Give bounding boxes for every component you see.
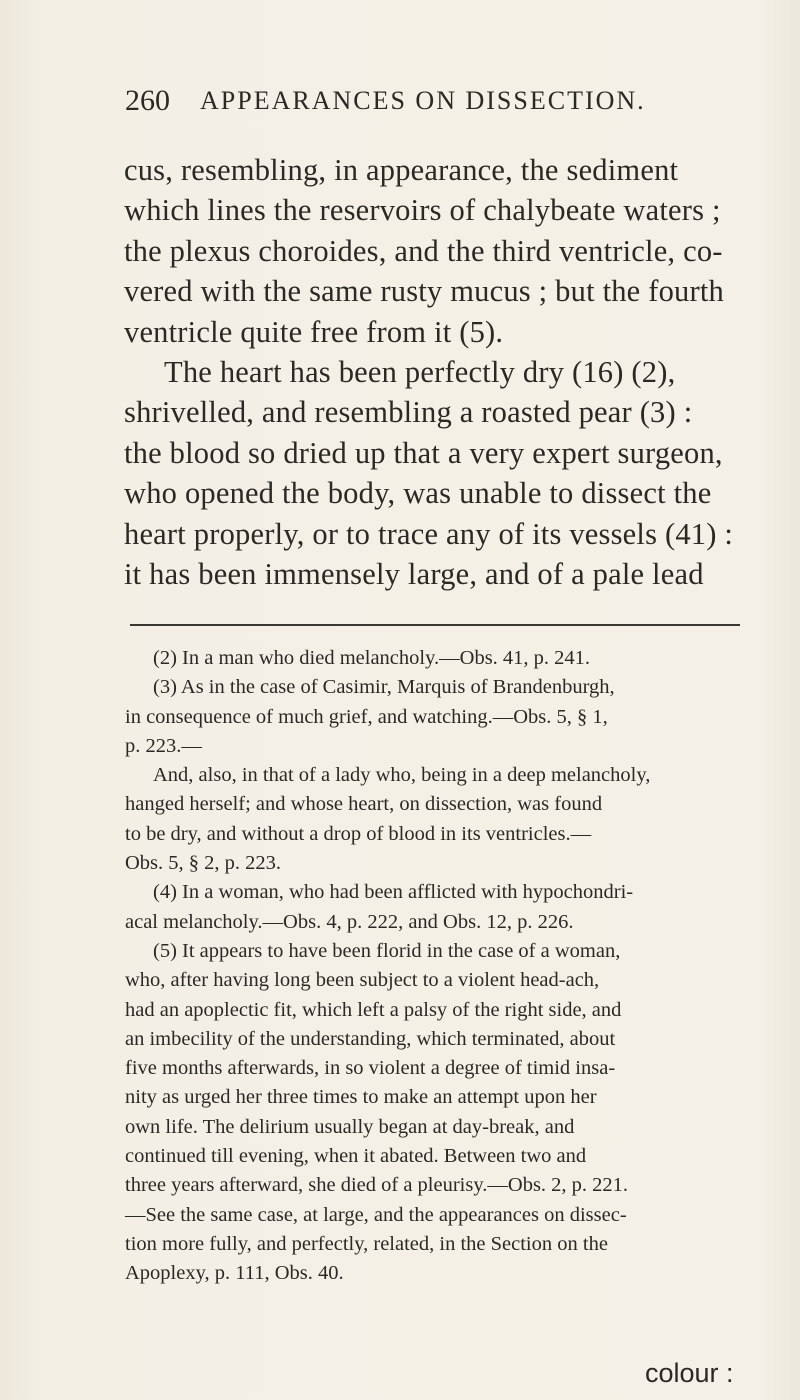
text-line: heart properly, or to trace any of its vessels (41) : [124,516,734,551]
text-line: cus, resembling, in appearance, the sediment [124,153,679,187]
text-line: the plexus choroides, and the third ventricle, co- [124,233,723,268]
text-line: The heart has been perfectly dry (16) (2), [164,355,676,390]
page-number: 260 [125,84,170,117]
text-line: ventricle quite free from it (5). [124,314,504,349]
text-line: which lines the reservoirs of chalybeate waters ; [124,193,721,228]
footnote-line: tion more fully, and perfectly, related, in the Section on the [125,1232,608,1255]
footnote-line: had an apoplectic fit, which left a palsy of the right side, and [125,998,622,1021]
footnote-line: an imbecility of the understanding, which terminated, about [125,1027,616,1050]
footnote-line: (3) As in the case of Casimir, Marquis of Brandenburgh, [153,676,615,699]
footnote-line: And, also, in that of a lady who, being in a deep melancholy, [153,764,651,787]
text-line: the blood so dried up that a very expert surgeon, [124,435,723,470]
page-header [125,84,725,124]
catchword: colour : [645,1358,734,1388]
running-head: APPEARANCES ON DISSECTION. [200,86,646,115]
footnote-line: who, after having long been subject to a violent head-ach, [125,969,600,992]
footnote-line: (2) In a man who died melancholy.—Obs. 41, p. 241. [153,647,591,669]
footnote-line: in consequence of much grief, and watching.—Obs. 5, § 1, [125,705,608,728]
footnote-line: to be dry, and without a drop of blood in its ventricles.— [125,822,592,845]
footnote-line: three years afterward, she died of a pleurisy.—Obs. 2, p. 221. [125,1174,629,1197]
footnote-line: Apoplexy, p. 111, Obs. 40. [125,1262,344,1285]
footnotes [125,644,745,1289]
footnote-divider [130,624,740,626]
text-line: vered with the same rusty mucus ; but the fourth [124,274,724,309]
footnote-line: (4) In a woman, who had been afflicted with hypochondri- [153,881,634,904]
footnote-line: own life. The delirium usually began at day-break, and [125,1115,575,1138]
footnote-line: hanged herself; and whose heart, on dissection, was found [125,793,603,816]
footnote-line: nity as urged her three times to make an attempt upon her [125,1086,597,1109]
main-text [124,150,736,594]
footnote-line: Obs. 5, § 2, p. 223. [125,852,282,875]
footnote-line: acal melancholy.—Obs. 4, p. 222, and Obs. 12, p. 226. [125,910,574,933]
footnote-line: p. 223.— [125,734,202,757]
footnote-line: five months afterwards, in so violent a degree of timid insa- [125,1057,616,1080]
text-line: who opened the body, was unable to dissect the [124,476,712,511]
footnote-line: (5) It appears to have been florid in the case of a woman, [153,939,621,962]
footnote-line: —See the same case, at large, and the appearances on dissec- [125,1203,627,1226]
text-line: it has been immensely large, and of a pale lead [124,557,704,592]
text-line: shrivelled, and resembling a roasted pear (3) : [124,395,693,430]
footnote-line: continued till evening, when it abated. Between two and [125,1145,587,1168]
